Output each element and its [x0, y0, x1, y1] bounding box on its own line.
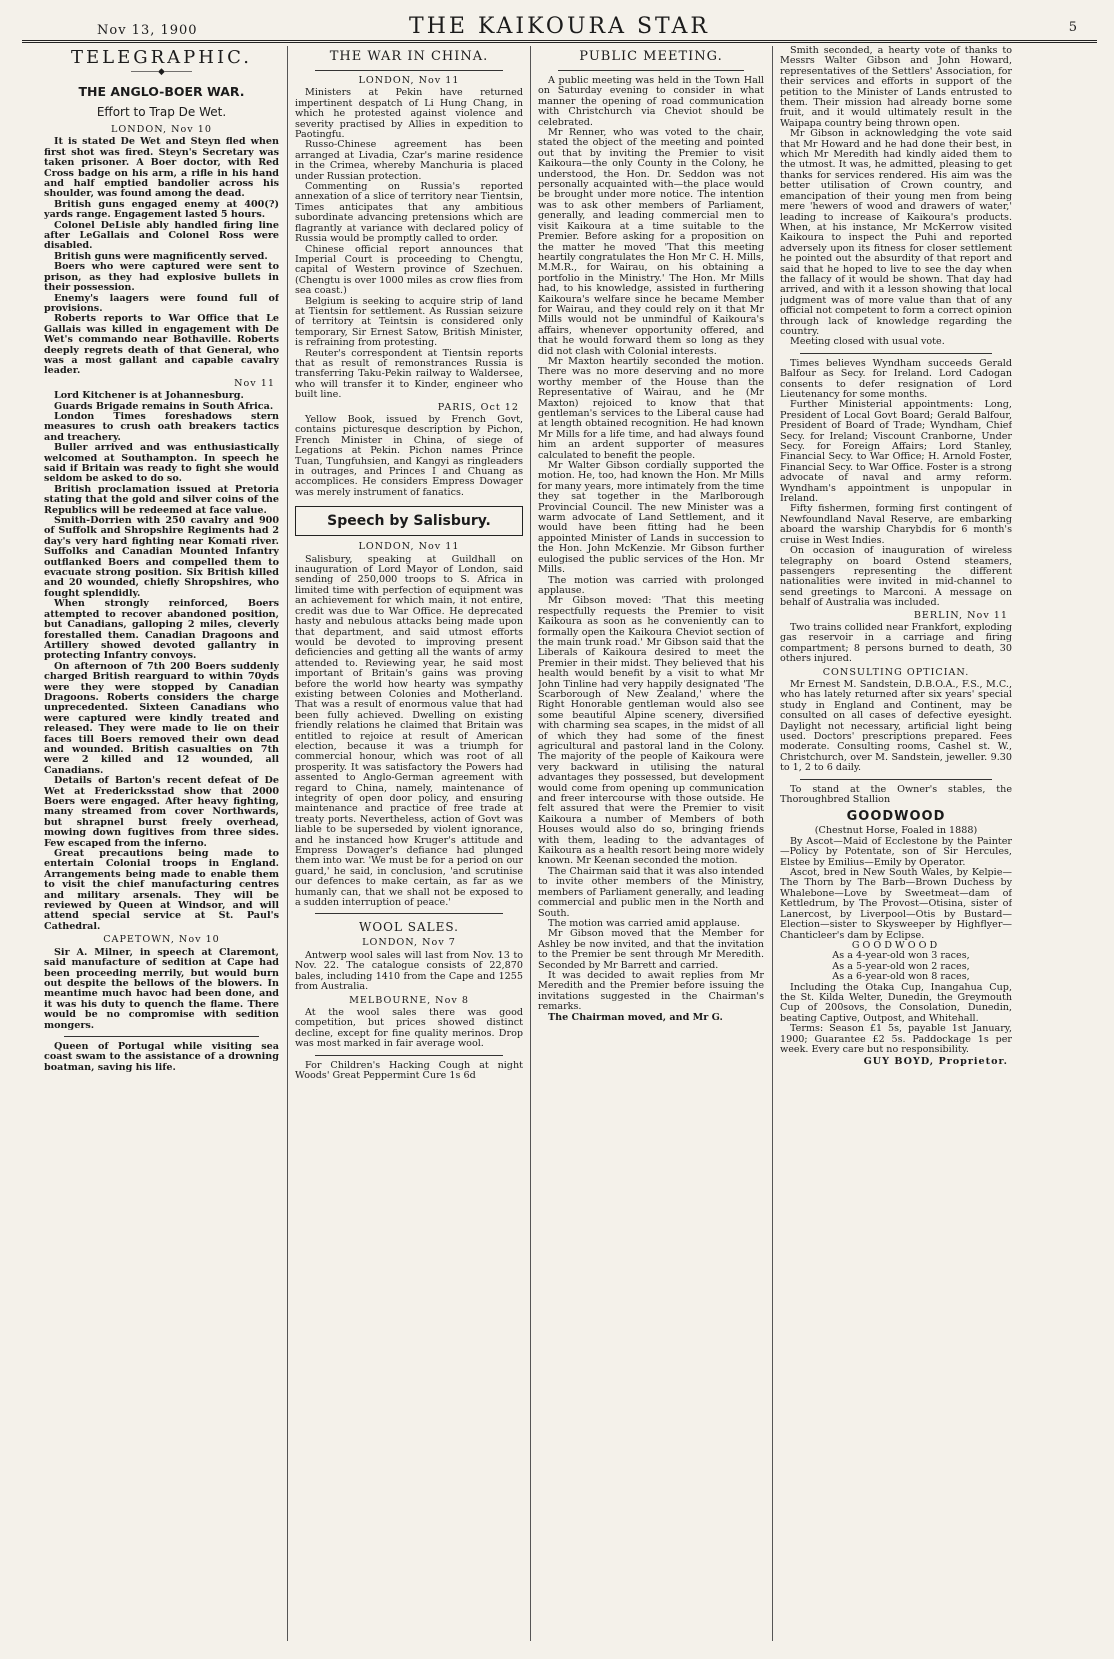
article-heading: Speech by Salisbury.	[295, 506, 523, 536]
paragraph: Yellow Book, issued by French Govt, contains picturesque description by Pichon, French Minister in China, of siege of Legations at Pekin. Pichon names Prince Tuan, Tungfuhsien, and Kangyi as ringleaders in outrages, and Princes I and Chuang as accomplices. He considers Empress Dowager was merely instrument of fanatics.	[295, 414, 523, 498]
article-body	[295, 88, 523, 400]
article-body	[44, 137, 279, 376]
paragraph: Antwerp wool sales will last from Nov. 13 to Nov. 22. The catalogue consists of 22,870 bales, including 1410 from the Cape and 1255 from Australia.	[295, 949, 523, 993]
advert-heading: CONSULTING OPTICIAN.	[822, 666, 970, 678]
divider	[315, 913, 503, 914]
article-body	[44, 391, 279, 932]
paragraph: Mr Maxton heartily seconded the motion. There was no more deserving and no more worthy member of the House than the Representative of Wairau, and he (Mr Maxton) rejoiced to know that that gentleman's services to the Liberal cause had at length obtained recognition. He had known Mr Mills for a life time, and had always found him an ardent supporter of measures calculated to benefit the people.	[538, 355, 764, 461]
advertisement: For Children's Hacking Cough at night Woods' Great Peppermint Cure 1s 6d	[295, 1059, 523, 1081]
paragraph: Ministers at Pekin have returned impertinent despatch of Li Hung Chang, in which he protested against violence and severity practised by Allies in expedition to Paotingfu.	[295, 87, 523, 141]
paragraph: Smith-Dorrien with 250 cavalry and 900 of Suffolk and Shropshire Regiments had 2 day's very hard fighting near Komati river. Suffolks and Canadian Mounted Infantry outflanked Boers and compelled them to evacuate strong position. Six British killed and 20 wounded, chiefly Shropshires, who fought splendidly.	[44, 515, 279, 599]
paragraph: Roberts reports to War Office that Le Gallais was killed in engagement with De Wet's commando near Bothaville. Roberts deeply regrets death of that General, who was a most gallant and capable cavalry leader.	[44, 313, 279, 377]
paragraph: Mr Gibson moved: 'That this meeting respectfully requests the Premier to visit Kaikoura as soon as he conveniently can to formally open the Kaikoura Cheviot section of the main trunk road.' Mr Gibson said that the Liberals of Kaikoura desired to meet the Premier in their midst. They believed that his health would benefit by a visit to what Mr John Tinline had very happily designated 'The Scarborough of New Zealand,' where the Right Honorable gentleman would also see some beautiful Alpine scenery, diversified with charming sea scapes, in the midst of all of which they had some of the finest agricultural and pastoral land in the Colony. The majority of the people of Kaikoura were very backward in utilising the natural advantages they possessed, but development would come from opening up communication and freer intercourse with those outside. He felt assured that were the Premier to visit Kaikoura a number of Members of both Houses would also do so, bringing friends with them, leading to the advantages of Kaikoura as a health resort being more widely known. Mr Keenan seconded the motion.	[538, 595, 764, 867]
section-heading: PUBLIC MEETING.	[579, 49, 723, 64]
advert-intro: To stand at the Owner's stables, the Thoroughbred Stallion	[780, 783, 1012, 806]
article-body	[295, 415, 523, 498]
paragraph: Boers who were captured were sent to prison, as they had explosive bullets in their possession.	[44, 261, 279, 294]
paragraph: Mr Gibson moved that the Member for Ashley be now invited, and that the invitation to the Premier be sent through Mr Meredith. Seconded by Mr Barrett and carried.	[538, 928, 764, 971]
divider	[558, 70, 744, 71]
article-subheading: Effort to Trap De Wet.	[96, 105, 227, 119]
dateline: CAPETOWN, Nov 10	[103, 934, 220, 946]
column-public-meeting	[538, 46, 764, 1641]
newspaper-title: THE KAIKOURA STAR	[409, 14, 710, 39]
article-body	[295, 951, 523, 993]
dateline: LONDON, Nov 11	[358, 541, 460, 553]
article-body	[295, 555, 523, 909]
stallion-cups: Including the Otaka Cup, Inangahua Cup, the St. Kilda Welter, Dunedin, the Greymouth Cup of 200sovs, the Consolation, Dunedin, beating Captive, Outpost, and Whitehall.	[780, 981, 1012, 1024]
paragraph: Queen of Portugal while visiting sea coast swam to the assistance of a drowning boatman, saving his life.	[44, 1040, 279, 1073]
dateline: LONDON, Nov 7	[362, 937, 456, 949]
paragraph: British proclamation issued at Pretoria stating that the gold and silver coins of the Republics will be redeemed at face value.	[44, 483, 279, 516]
dateline: Nov 11	[234, 377, 275, 389]
paragraph: It was decided to await replies from Mr Meredith and the Premier before issuing the invitations suggested in the Chairman's remarks.	[538, 969, 764, 1013]
stallion-ascot: Ascot, bred in New South Wales, by Kelpie—The Thorn by The Barb—Brown Duchess by Whalebone—Love by Sweetmeat—dam of Kettledrum, by The Provost—Otisina, sister of Lanercost, by Liverpool—Otis by Bustard—Election—sister to Skysweeper by Highflyer—Chanticleer's dam by Eclipse.	[780, 867, 1012, 941]
stallion-name-secondary: GOODWOOD	[851, 939, 941, 951]
paragraph: Mr Ernest M. Sandstein, D.B.O.A., F.S., M.C., who has lately returned after six years' special study in England and Continent, may be consulted on all cases of defective eyesight. Daylight not necessary, artificial light being used. Doctors' prescriptions prepared. Fees moderate. Consulting rooms, Cashel st. W., Christchurch, over M. Sandstein, jeweller. 9.30 to 1, 2 to 6 daily.	[780, 678, 1012, 774]
continued-line: The Chairman moved, and Mr G.	[548, 1011, 723, 1023]
paragraph: Guards Brigade remains in South Africa.	[54, 400, 274, 412]
column-war-in-china	[295, 46, 523, 1641]
paragraph: When strongly reinforced, Boers attempted to recover abandoned position, but Canadians, galloping 2 miles, cleverly forestalled them. Canadian Dragoons and Artillery showed devoted gallantry in protecting Infantry convoys.	[44, 598, 279, 662]
paragraph: Colonel DeLisle ably handled firing line after LeGallais and Colonel Ross were disabled.	[44, 219, 279, 252]
paragraph: As a 4-year-old won 3 races,	[832, 950, 970, 962]
stallion-pedigree: By Ascot—Maid of Ecclestone by the Painter—Policy by Potentate, son of Sir Hercules, Elstee by Emilius—Emily by Operator.	[780, 835, 1012, 868]
paragraph: Belgium is seeking to acquire strip of land at Tientsin for settlement. As Russian seizure of territory at Teintsin is considered only temporary, Sir Ernest Satow, British Minister, is refraining from protesting.	[295, 295, 523, 349]
paragraph: Fifty fishermen, forming first contingent of Newfoundland Naval Reserve, are embarking aboard the warship Charybdis for 6 month's cruise in West Indies.	[780, 503, 1012, 546]
paragraph: Lord Kitchener is at Johannesburg.	[54, 390, 244, 402]
paragraph: London Times foreshadows stern measures to crush oath breakers tactics and treachery.	[44, 410, 279, 443]
paragraph: As a 6-year-old won 8 races,	[832, 971, 970, 983]
column-telegraphic	[44, 46, 279, 1641]
paragraph: British guns engaged enemy at 400(?) yards range. Engagement lasted 5 hours.	[44, 198, 279, 221]
advert-body	[780, 680, 1012, 774]
article-body	[780, 359, 1012, 609]
article-body	[44, 1042, 279, 1073]
paragraph: Buller arrived and was enthusiastically welcomed at Southampton. In speech he said if Britain was ready to fight she would seldom be asked to do so.	[44, 442, 279, 485]
divider	[800, 353, 992, 354]
paragraph: Further Ministerial appointments: Long, President of Local Govt Board; Gerald Balfour, President of Board of Trade; Wyndham, Chief Secy. for Ireland; Viscount Cranborne, Under Secy. for Foreign Affairs; Lord Stanley, Financial Secy. to War Office; H. Arnold Foster, Financial Secy. to War Office. Foster is a strong advocate of naval and army reform. Wyndham's appointment is unpopular in Ireland.	[780, 399, 1012, 505]
article-body	[780, 623, 1012, 665]
section-heading: THE WAR IN CHINA.	[329, 49, 489, 64]
masthead	[22, 6, 1097, 43]
dateline: MELBOURNE, Nov 8	[349, 994, 469, 1006]
article-body	[295, 1008, 523, 1050]
ornament-divider: ―――◆―――	[131, 67, 192, 77]
article-heading: THE ANGLO-BOER WAR.	[78, 84, 245, 99]
column-rule	[772, 46, 773, 1641]
paragraph: Meeting closed with usual vote.	[790, 336, 945, 348]
issue-date: Nov 13, 1900	[97, 23, 198, 38]
paragraph: Russo-Chinese agreement has been arranged at Livadia, Czar's marine residence in the Crimea, whereby Manchuria is placed under Russian protection.	[295, 139, 523, 182]
paragraph: Details of Barton's recent defeat of De Wet at Fredericksstad show that 2000 Boers were engaged. After heavy fighting, many streamed from cover Northwards, but shrapnel burst freely overhead, mowing down fugitives from three sides. Few escaped from the inferno.	[44, 775, 279, 849]
paragraph: The Chairman said that it was also intended to invite other members of the Ministry, members of Parliament generally, and leading commercial and public men in the North and South.	[538, 865, 764, 919]
divider	[64, 1036, 259, 1037]
paragraph: It is stated De Wet and Steyn fled when first shot was fired. Steyn's Secretary was taken prisoner. A Boer doctor, with Red Cross badge on his arm, a rifle in his hand and half emptied bandolier across his shoulder, was found among the dead.	[44, 136, 279, 200]
paragraph: On afternoon of 7th 200 Boers suddenly charged British rearguard to within 70yds were they were stopped by Canadian Dragoons. Roberts considers the charge unprecedented. Sixteen Canadians who were captured were kindly treated and released. They were made to lie on their faces till Boers removed their own dead and wounded. British casualties on 7th were 2 killed and 12 wounded, all Canadians.	[44, 660, 279, 776]
paragraph: Salisbury, speaking at Guildhall on inauguration of Lord Mayor of London, said sending of 250,000 troops to S. Africa in limited time with perfection of equipment was an achievement for which main, it not entire, credit was due to War Office. He deprecated hasty and nebulous attacks being made upon that department, and said utmost efforts would be devoted to improving present deficiencies and getting all the wants of army attended to. Reviewing year, he said most important of Britain's gains was proving before the world how hearty was sympathy existing between Colonies and Motherland. That was a result of enormous value that had been fully achieved. Dwelling on existing friendly relations he claimed that Britain was entitled to rejoice at result of American election, because it was a triumph for commercial honour, which was root of all prosperity. It was satisfactory the Powers had assented to Anglo-German agreement with regard to China, namely, maintenance of integrity of open door policy, and ensuring maintenance and practice of free trade at treaty ports. Nevertheless, action of Govt was liable to be superseded by violent ignorance, and he instanced how Kruger's attitude and Empress Dowager's defiance had plunged them into war. 'We must be for a period on our guard,' he said, in conclusion, 'and scrutinise our defences to make certain, as far as we humanly can, that we shall not be exposed to a sudden interruption of peace.'	[295, 553, 523, 909]
dateline: LONDON, Nov 11	[358, 75, 460, 86]
paragraph: Commenting on Russia's reported annexation of a slice of territory near Tientsin, Times anticipates that any ambitious subordinate advancing pretensions which are flagrantly at variance with declared policy of Russia would be promptly called to order.	[295, 181, 523, 245]
advert-signature: GUY BOYD, Proprietor.	[863, 1056, 1008, 1068]
paragraph: Enemy's laagers were found full of provisions.	[44, 292, 279, 314]
stallion-terms: Terms: Season £1 5s, payable 1st January, 1900; Guarantee £2 5s. Paddockage 1s per week. Every care but no responsibility.	[780, 1023, 1012, 1055]
paragraph: Chinese official report announces that Imperial Court is proceeding to Chengtu, capital of Western province of Szechuen. (Chengtu is over 1000 miles as crow flies from sea coast.)	[295, 243, 523, 297]
paragraph: A public meeting was held in the Town Hall on Saturday evening to consider in what manner the opening of road communication with Christchurch via Cheviot should be celebrated.	[538, 75, 764, 128]
column-rule	[530, 46, 531, 1641]
dateline: LONDON, Nov 10	[111, 124, 212, 135]
paragraph: Smith seconded, a hearty vote of thanks to Messrs Walter Gibson and John Howard, representatives of the Settlers' Association, for their services and efforts in support of the petition to the Minister of Lands entrusted to them. Their mission had already borne some fruit, and it would ultimately result in the Waipapa country being thrown open.	[780, 46, 1012, 129]
section-heading: TELEGRAPHIC.	[71, 47, 252, 68]
divider	[315, 70, 503, 71]
paragraph: Great precautions being made to entertain Colonial troops in England. Arrangements being made to enable them to visit the chief manufacturing centres and military arsenals. They will be reviewed by Queen at Windsor, and will attend special service at St. Paul's Cathedral.	[44, 848, 279, 932]
paragraph: Times believes Wyndham succeeds Gerald Balfour as Secy. for Ireland. Lord Cadogan consents to defer resignation of Lord Lieutenancy for some months.	[780, 357, 1012, 400]
paragraph: Reuter's correspondent at Tientsin reports that as result of remonstrances Russia is transferring Taku-Pekin railway to Waldersee, who will transfer it to Kinder, engineer who built line.	[295, 347, 523, 401]
article-heading: WOOL SALES.	[358, 920, 459, 935]
column-news-and-ads	[780, 46, 1012, 1641]
stallion-foaled: (Chestnut Horse, Foaled in 1888)	[814, 825, 978, 837]
article-body	[538, 76, 764, 1013]
paragraph: British guns were magnificently served.	[54, 250, 268, 262]
stallion-name: GOODWOOD	[846, 809, 946, 825]
divider	[800, 779, 992, 780]
paragraph: Mr Renner, who was voted to the chair, stated the object of the meeting and pointed out that by inviting the Premier to visit Kaikoura—the only County in the Colony, he understood, the Hon. Dr. Seddon was not personally acquainted with—the place would be brought under more notice. The intention was to ask other members of Parliament, generally, and leading commercial men to visit Kaikoura at a time suitable to the Premier. Before asking for a proposition on the matter he moved 'That this meeting heartily congratulates the Hon Mr C. H. Mills, M.M.R., for Wairau, on his obtaining a portfolio in the Ministry.' The Hon. Mr Mills had, to his knowledge, assisted in furthering Kaikoura's welfare since he became Member for Wairau, and they could rely on it that Mr Mills would not be unmindful of Kaikoura's affairs, whenever opportunity offered, and that he would forward them so long as they did not clash with Colonial interests.	[538, 127, 764, 357]
article-body	[44, 948, 279, 1031]
paragraph: Sir A. Milner, in speech at Claremont, said manufacture of sedition at Cape had been proceeding merrily, but would burn out despite the bellows of the blowers. In meantime much havoc had been done, and it was his duty to quench the flame. There would be no compromise with sedition mongers.	[44, 946, 279, 1031]
dateline: PARIS, Oct 12	[437, 401, 519, 413]
paragraph: The motion was carried amid applause.	[548, 917, 740, 929]
column-rule	[287, 46, 288, 1641]
paragraph: At the wool sales there was good competition, but prices showed distinct decline, except for fine quality merinos. Drop was most marked in fair average wool.	[295, 1006, 523, 1050]
dateline: BERLIN, Nov 11	[913, 609, 1008, 621]
stallion-wins	[780, 951, 1012, 982]
paragraph: On occasion of inauguration of wireless telegraphy on board Ostend steamers, passengers representing the different nationalities were invited in mid-channel to send greetings to Marconi. A message on behalf of Australia was included.	[780, 545, 1012, 609]
paragraph: The motion was carried with prolonged applause.	[538, 574, 764, 596]
page-number: 5	[1068, 20, 1077, 35]
paragraph: As a 5-year-old won 2 races,	[832, 960, 970, 972]
article-body	[780, 46, 1012, 348]
paragraph: Mr Gibson in acknowledging the vote said that Mr Howard and he had done their best, in which Mr Meredith had kindly aided them to the utmost. It was, he admitted, pleasing to get thanks for services rendered. His aim was the better utilisation of Crown country, and emancipation of their young men from being mere 'hewers of wood and drawers of water,' leading to increase of Kaikoura's products. When, at his instance, Mr McKerrow visited Kaikoura to inspect the Puhi and reported adversely upon its fitness for closer settlement he pointed out the absurdity of that report and said that he hoped to live to see the day when the fallacy of it would be shown. That day had arrived, and with it a lesson showing that local judgment was of more value than that of any official not competent to form a correct opinion through lack of knowledge regarding the country.	[780, 128, 1012, 337]
paragraph: Two trains collided near Frankfort, exploding gas reservoir in a carriage and firing compartment; 8 persons burned to death, 30 others injured.	[780, 621, 1012, 665]
divider	[315, 1055, 503, 1056]
paragraph: Mr Walter Gibson cordially supported the motion. He, too, had known the Hon. Mr Mills for many years, more intimately from the time they sat together in the Marlborough Provincial Council. The new Minister was a warm advocate of Land Settlement, and it would have been fitting had he been appointed Minister of Lands in succession to the Hon. John McKenzie. Mr Gibson further eulogised the public services of the Hon. Mr Mills.	[538, 460, 764, 576]
